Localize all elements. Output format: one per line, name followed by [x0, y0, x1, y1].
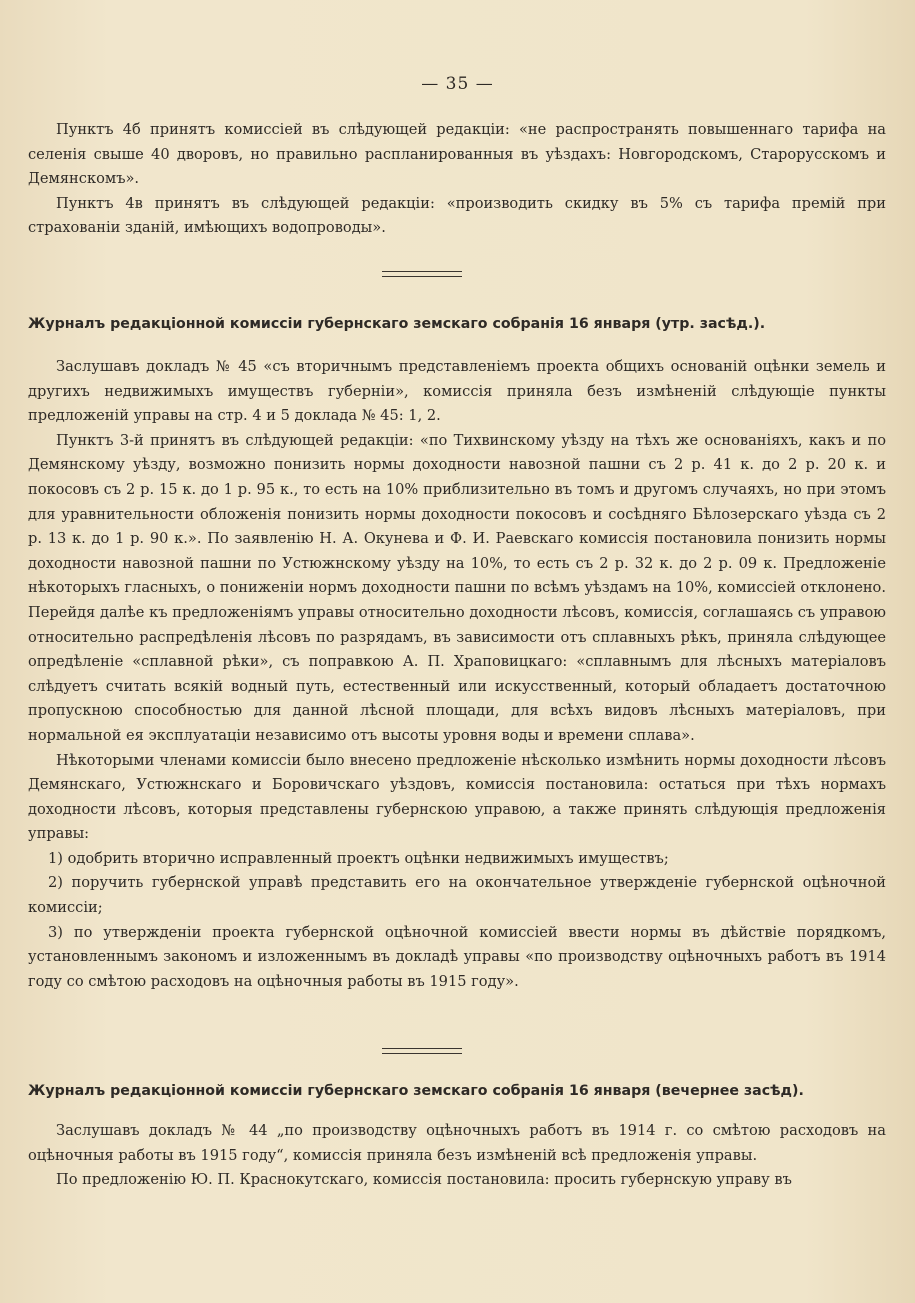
intro-block: [28, 118, 886, 241]
list-item: 3) по утвержденіи проекта губернской оцѣночной комиссіей ввести нормы въ дѣйствіе порядкомъ, установленнымъ закономъ и изложеннымъ въ докладѣ управы «по производству оцѣночныхъ работъ въ 1914 году со смѣтою расходовъ на оцѣночныя работы въ 1915 году».: [28, 923, 886, 990]
page-number: — 35 —: [421, 74, 494, 94]
section-divider: [382, 271, 462, 277]
section-heading: Журналъ редакціонной комиссіи губернскаго земскаго собранія 16 января (утр. засѣд.).: [28, 316, 766, 332]
paragraph: Пунктъ 4в принятъ въ слѣдующей редакціи: «производить скидку въ 5% съ тарифа премій при страхованіи зданій, имѣющихъ водопроводы».: [28, 194, 886, 237]
list-item: 1) одобрить вторично исправленный проектъ оцѣнки недвижимыхъ имуществъ;: [48, 849, 669, 867]
journal-evening-body: [28, 1119, 886, 1193]
paragraph: Заслушавъ докладъ № 45 «съ вторичнымъ представленіемъ проекта общихъ основаній оцѣнки земель и другихъ недвижимыхъ имуществъ губерніи», комиссія приняла безъ измѣненій слѣдующіе пункты предложеній управы на стр. 4 и 5 доклада № 45: 1, 2.: [28, 358, 886, 425]
paragraph: По предложенію Ю. П. Краснокутскаго, комиссія постановила: просить губернскую управу въ: [56, 1171, 792, 1189]
section-divider: [382, 1048, 462, 1054]
paragraph: Пунктъ 3-й принятъ въ слѣдующей редакціи: «по Тихвинскому уѣзду на тѣхъ же основаніяхъ, какъ и по Демянскому уѣзду, возможно понизить нормы доходности навозной пашни съ 2 р. 41 к. до 2 р. 20 к. и покосовъ съ 2 р. 15 к. до 1 р. 95 к., то есть на 10% приблизительно въ томъ и другомъ случаяхъ, но при этомъ для уравнительности обложенія понизить нормы доходности покосовъ и сосѣдняго Бѣлозерскаго уѣзда съ 2 р. 13 к. до 1 р. 90 к.». По заявленію Н. А. Окунева и Ф. И. Раевскаго комиссія постановила понизить нормы доходности навозной пашни по Устюжнскому уѣзду на 10%, то есть съ 2 р. 32 к. до 2 р. 09 к. Предложеніе нѣкоторыхъ гласныхъ, о пониженіи нормъ доходности пашни по всѣмъ уѣздамъ на 10%, комиссіей отклонено. Перейдя далѣе къ предложеніямъ управы относительно доходности лѣсовъ, комиссія, соглашаясь съ управою относительно распредѣленія лѣсовъ по разрядамъ, въ зависимости отъ сплавныхъ рѣкъ, приняла слѣдующее опредѣленіе «сплавной рѣки», съ поправкою А. П. Храповицкаго: «сплавнымъ для лѣсныхъ матеріаловъ слѣдуетъ считать всякій водный путь, естественный или искусственный, который обладаетъ достаточною пропускною способностью для данной лѣсной площади, для всѣхъ видовъ лѣсныхъ матеріаловъ, при нормальной ея эксплуатаціи независимо отъ высоты уровня воды и времени сплава».: [28, 431, 886, 744]
paragraph: Пунктъ 4б принятъ комиссіей въ слѣдующей редакціи: «не распространять повышеннаго тарифа на селенія свыше 40 дворовъ, но правильно распланированныя въ уѣздахъ: Новгородскомъ, Старорусскомъ и Демянскомъ».: [28, 121, 886, 188]
list-item: 2) поручить губернской управѣ представить его на окончательное утвержденіе губернской оцѣночной комиссіи;: [28, 874, 886, 917]
section-heading: Журналъ редакціонной комиссіи губернскаго земскаго собранія 16 января (вечернее засѣд).: [28, 1083, 804, 1099]
journal-morning-body: [28, 355, 886, 994]
paragraph: Нѣкоторыми членами комиссіи было внесено предложеніе нѣсколько измѣнить нормы доходности лѣсовъ Демянскаго, Устюжнскаго и Боровичскаго уѣздовъ, комиссія постановила: остаться при тѣхъ нормахъ доходности лѣсовъ, которыя представлены губернскою управою, а также принять слѣдующія предложенія управы:: [28, 751, 886, 843]
paragraph: Заслушавъ докладъ № 44 „по производству оцѣночныхъ работъ въ 1914 г. со смѣтою расходовъ на оцѣночныя работы въ 1915 году“, комиссія приняла безъ измѣненій всѣ предложенія управы.: [28, 1122, 886, 1164]
